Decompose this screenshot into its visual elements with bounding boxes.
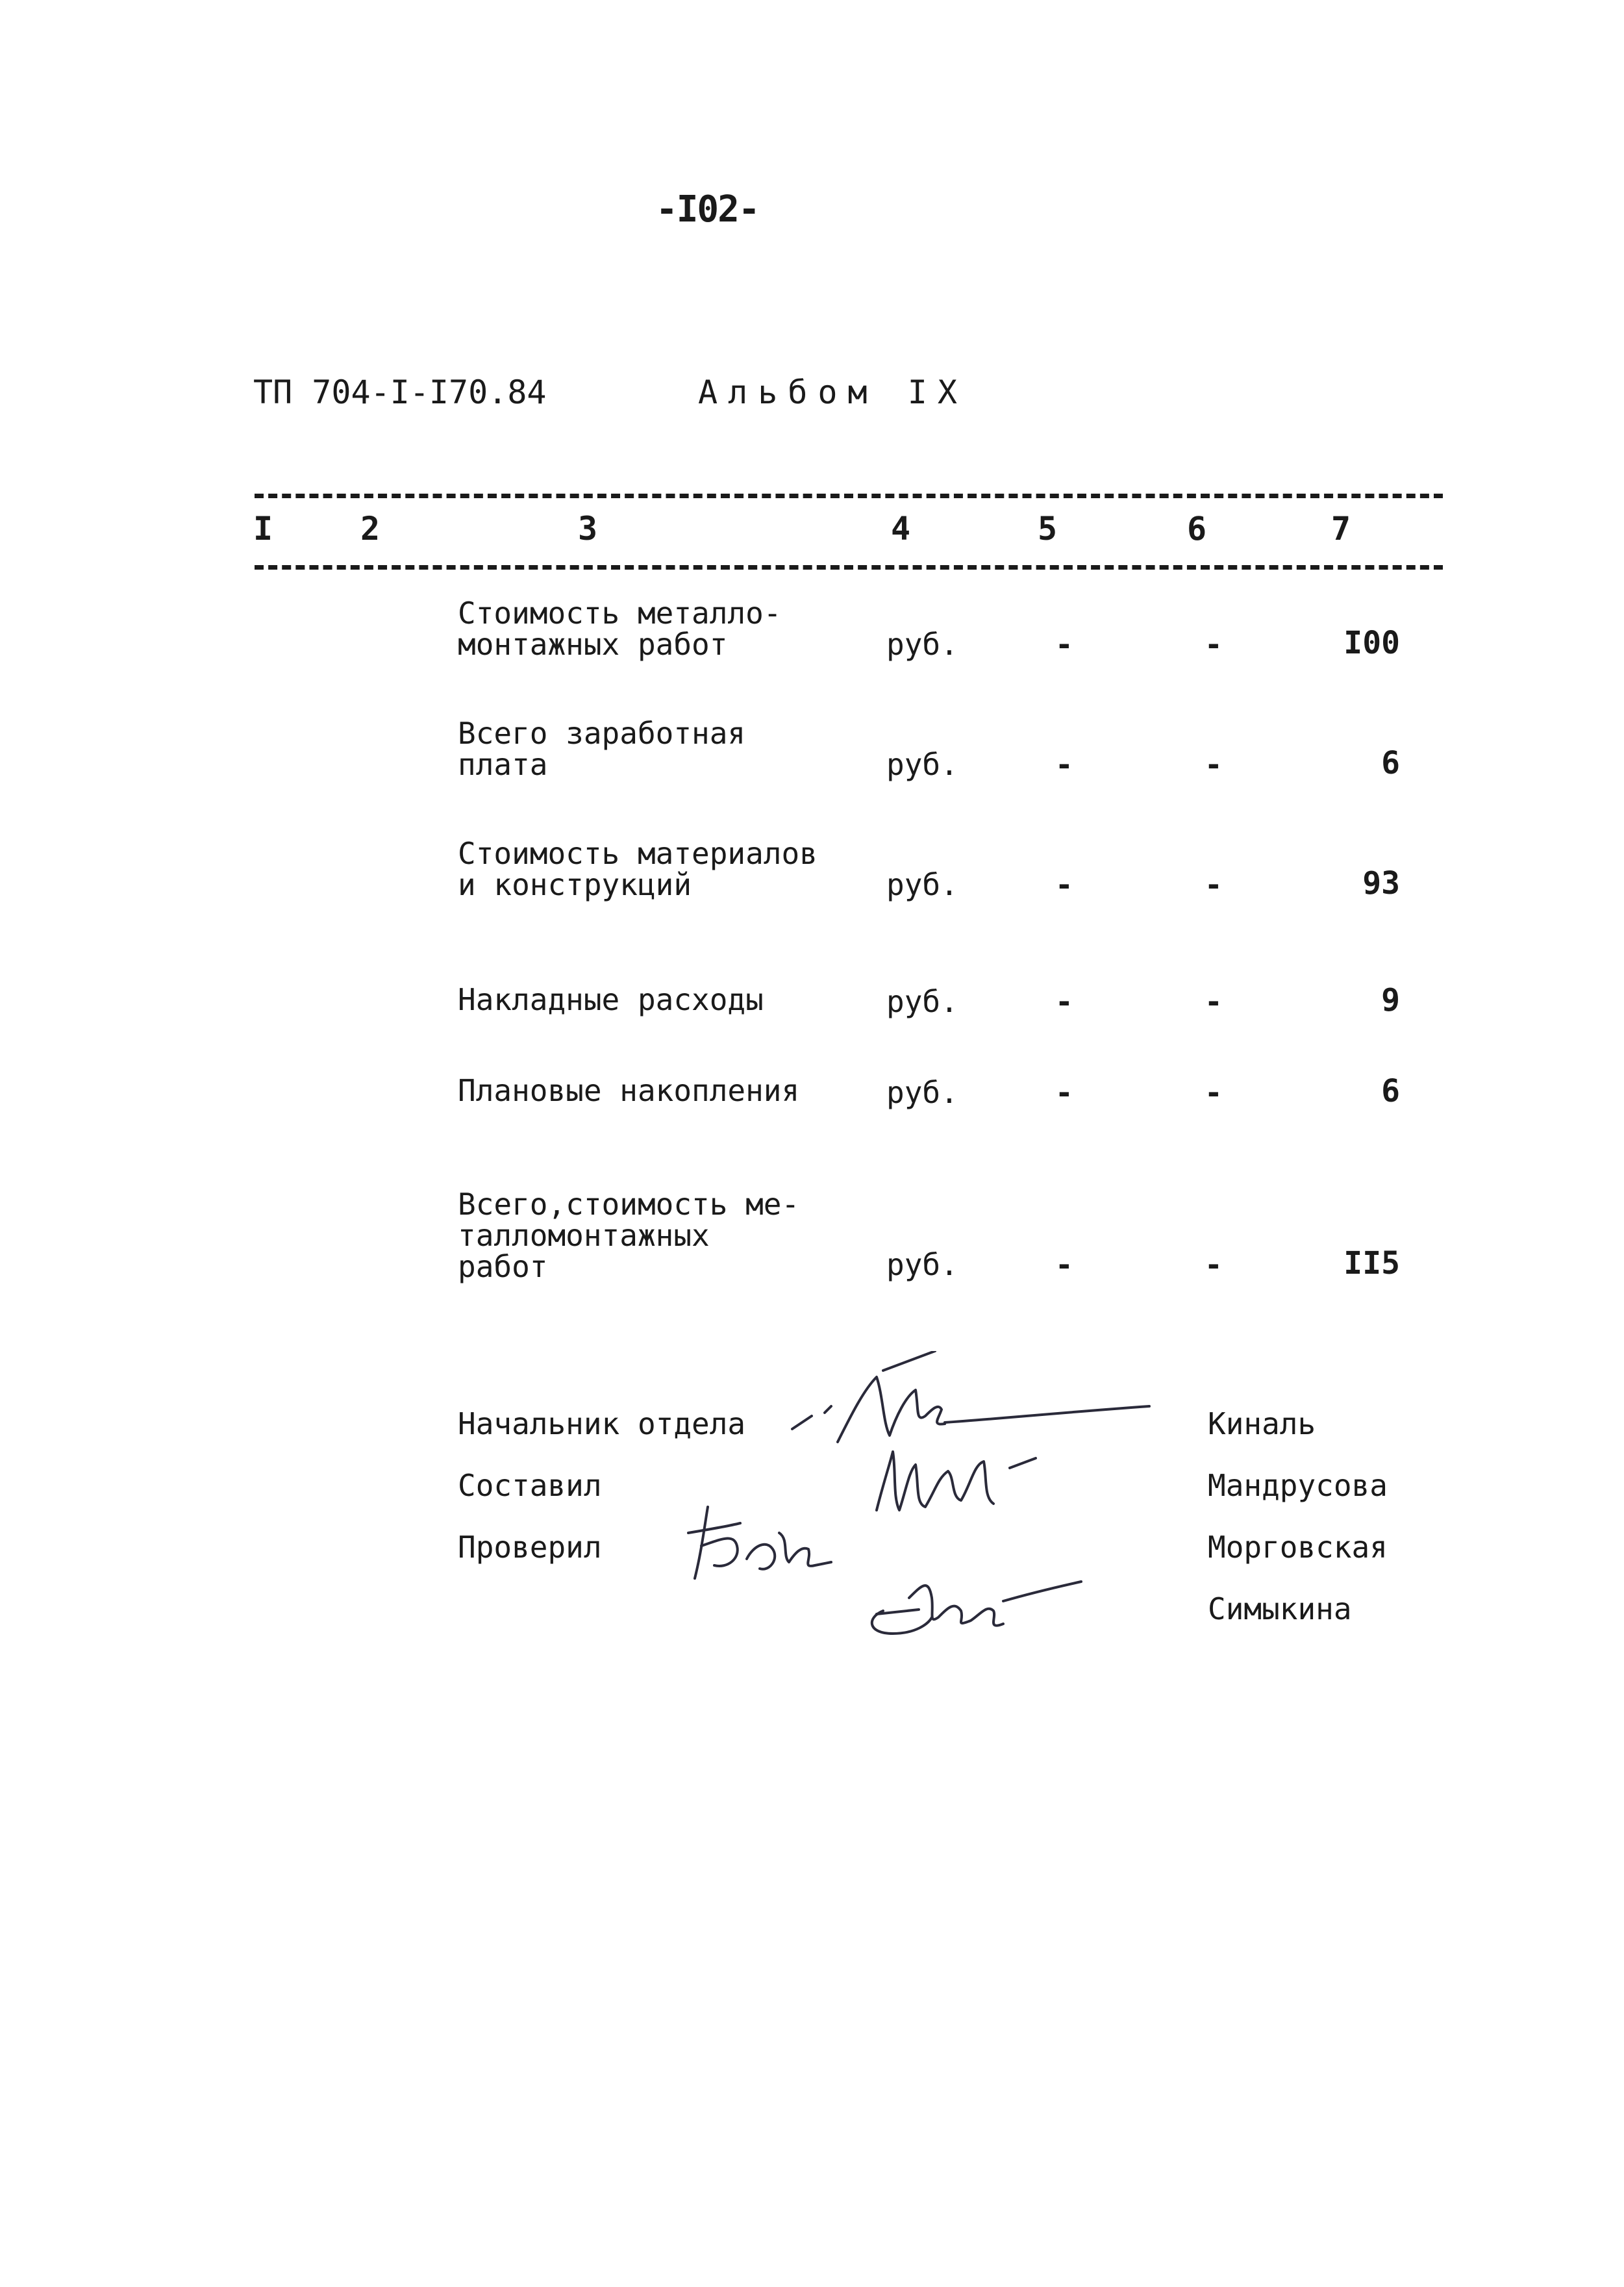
row-col6: - [1205,984,1223,1019]
column-header-7: 7 [1331,510,1351,548]
row-value: I00 [1343,625,1400,661]
row-col5: - [1055,747,1073,782]
column-header-5: 5 [1038,510,1058,548]
row-unit: руб. [886,747,958,782]
row-col5: - [1055,627,1073,662]
row-unit: руб. [886,627,958,662]
table-top-rule [255,494,1443,498]
row-col6: - [1205,747,1223,782]
row-unit: руб. [886,1075,958,1110]
row-col6: - [1205,1075,1223,1110]
row-name: Всего,стоимость ме- талломонтажных работ [458,1187,800,1284]
row-col5: - [1055,1075,1073,1110]
column-header-1: I [253,510,273,548]
column-header-2: 2 [360,510,381,548]
row-col5: - [1055,1247,1073,1282]
row-name: Стоимость материалов и конструкций [458,836,818,902]
row-col5: - [1055,867,1073,902]
name-morgovskaya: Морговская [1208,1530,1388,1565]
row-name: Стоимость металло- монтажных работ [458,596,782,662]
row-unit: руб. [886,1247,958,1282]
row-value: 6 [1381,1073,1400,1109]
document-code: ТП 704-I-I70.84 [253,373,547,411]
row-name: Всего заработная плата [458,716,746,782]
row-name: Накладные расходы [458,982,764,1017]
table-header-rule [255,565,1443,570]
signature-head-of-department [786,1351,1175,1451]
role-head-of-department: Начальник отдела [458,1406,746,1441]
row-unit: руб. [886,984,958,1019]
row-value: 9 [1381,982,1400,1018]
signature-fourth [857,1552,1091,1646]
column-header-6: 6 [1187,510,1207,548]
row-unit: руб. [886,867,958,902]
name-mandrusova: Мандрусова [1208,1468,1388,1503]
row-col6: - [1205,1247,1223,1282]
name-simykina: Симыкина [1208,1591,1352,1626]
album-title: Альбом IX [698,373,968,411]
name-kinal: Киналь [1208,1406,1316,1441]
row-value: 93 [1362,865,1400,902]
row-name: Плановые накопления [458,1073,800,1108]
row-value: II5 [1343,1245,1400,1282]
row-col5: - [1055,984,1073,1019]
row-col6: - [1205,627,1223,662]
column-header-4: 4 [891,510,911,548]
column-header-3: 3 [578,510,598,548]
row-col6: - [1205,867,1223,902]
role-checked-by: Проверил [458,1530,602,1565]
signature-compiled-by [864,1439,1058,1526]
signature-checked-by [675,1494,838,1594]
role-compiled-by: Составил [458,1468,602,1503]
page-number: -I02- [656,188,759,231]
row-value: 6 [1381,745,1400,781]
